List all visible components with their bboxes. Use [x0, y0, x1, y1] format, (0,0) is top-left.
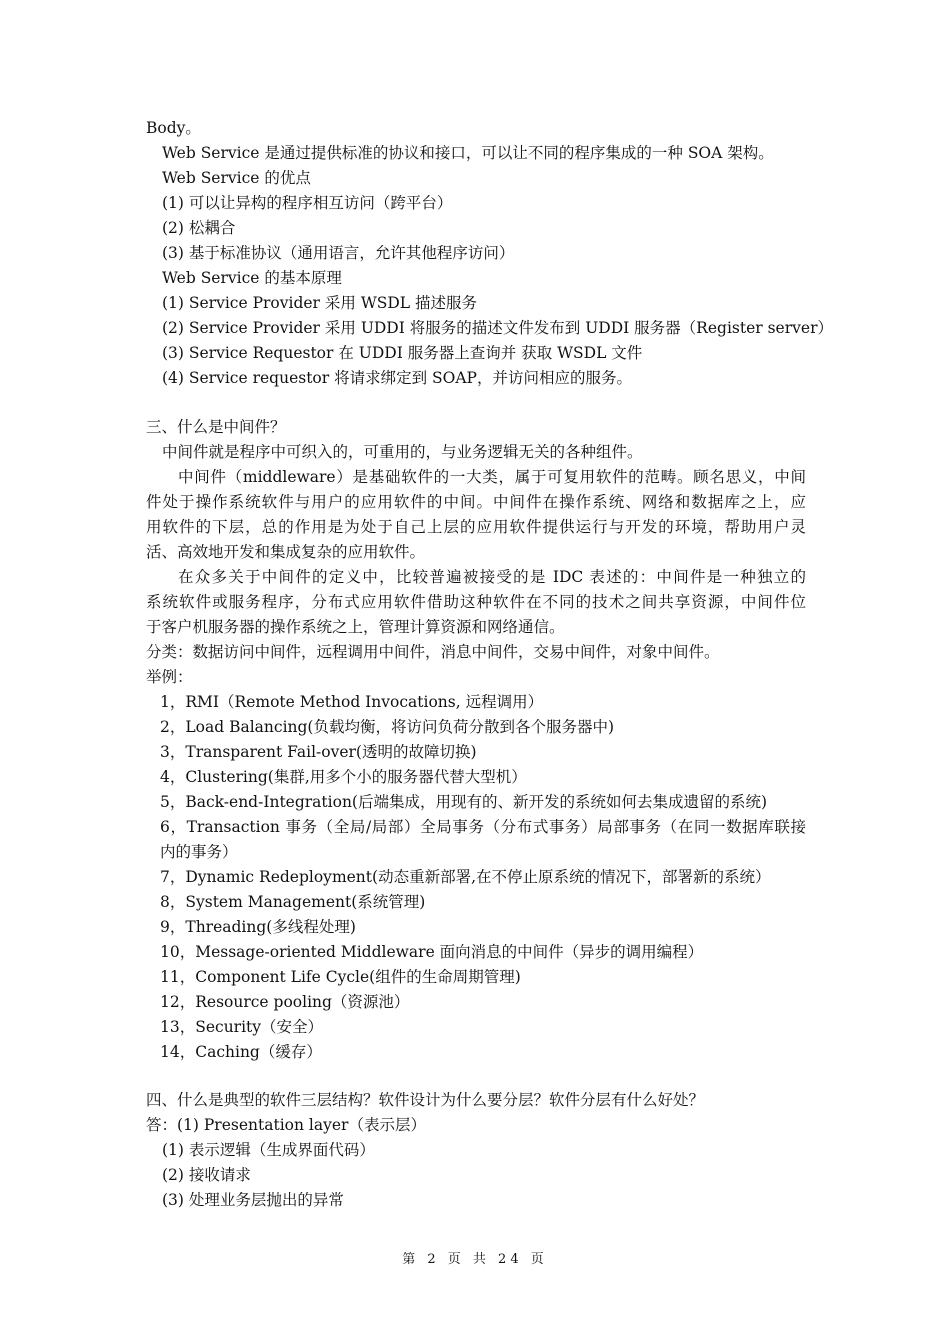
list-item: 9，Threading(多线程处理): [160, 918, 356, 936]
list-item: (3) 基于标准协议（通用语言，允许其他程序访问）: [162, 244, 515, 262]
text-line: 举例：: [146, 668, 193, 686]
list-item: 8，System Management(系统管理): [160, 893, 426, 911]
list-item: 3，Transparent Fail-over(透明的故障切换): [160, 743, 477, 761]
text-line: Web Service 是通过提供标准的协议和接口，可以让不同的程序集成的一种 SOA 架构。: [162, 144, 774, 162]
text-line: Web Service 的优点: [162, 169, 311, 187]
paragraph-line: 件处于操作系统软件与用户的应用软件的中间。中间件在操作系统、网络和数据库之上，应: [146, 493, 806, 511]
list-item: 5，Back-end-Integration(后端集成，用现有的、新开发的系统如何去集成遗留的系统): [160, 793, 768, 811]
text-line: Body。: [146, 119, 201, 137]
list-item: 6，Transaction 事务（全局/局部）全局事务（分布式事务）局部事务（在同一数据库联接: [160, 818, 806, 836]
list-item: (2) 接收请求: [162, 1166, 251, 1184]
list-item: (1) 可以让异构的程序相互访问（跨平台）: [162, 194, 453, 212]
list-item: 14，Caching（缓存）: [160, 1043, 322, 1061]
list-item: 2，Load Balancing(负载均衡，将访问负荷分散到各个服务器中): [160, 718, 615, 736]
text-line: 中间件就是程序中可织入的，可重用的，与业务逻辑无关的各种组件。: [162, 443, 643, 461]
paragraph-line: 活、高效地开发和集成复杂的应用软件。: [146, 543, 426, 561]
section-heading: 四、什么是典型的软件三层结构？软件设计为什么要分层？软件分层有什么好处？: [146, 1091, 705, 1109]
list-item: 10，Message-oriented Middleware 面向消息的中间件（异步的调用编程）: [160, 943, 704, 961]
paragraph-line: 用软件的下层，总的作用是为处于自己上层的应用软件提供运行与开发的环境，帮助用户灵: [146, 518, 806, 536]
list-item: 内的事务）: [160, 843, 238, 861]
list-item: (1) Service Provider 采用 WSDL 描述服务: [162, 294, 478, 312]
list-item: 13，Security（安全）: [160, 1018, 324, 1036]
list-item: (2) 松耦合: [162, 219, 236, 237]
page-footer: 第 2 页 共 24 页: [402, 1252, 548, 1267]
paragraph-line: 于客户机服务器的操作系统之上，管理计算资源和网络通信。: [146, 618, 565, 636]
text-line: 分类：数据访问中间件，远程调用中间件，消息中间件，交易中间件，对象中间件。: [146, 643, 720, 661]
list-item: (3) 处理业务层抛出的异常: [162, 1191, 344, 1209]
text-line: 答：(1) Presentation layer（表示层）: [146, 1116, 426, 1134]
list-item: 12，Resource pooling（资源池）: [160, 993, 410, 1011]
list-item: 11，Component Life Cycle(组件的生命周期管理): [160, 968, 521, 986]
list-item: 4，Clustering(集群,用多个小的服务器代替大型机）: [160, 768, 527, 786]
paragraph-line: 在众多关于中间件的定义中，比较普遍被接受的是 IDC 表述的：中间件是一种独立的: [178, 568, 806, 586]
list-item: (4) Service requestor 将请求绑定到 SOAP，并访问相应的服务。: [162, 369, 632, 387]
list-item: (2) Service Provider 采用 UDDI 将服务的描述文件发布到 UDDI 服务器（Register server）: [162, 319, 833, 337]
text-line: Web Service 的基本原理: [162, 269, 342, 287]
list-item: 1，RMI（Remote Method Invocations, 远程调用）: [160, 693, 544, 711]
section-heading: 三、什么是中间件？: [146, 418, 286, 436]
paragraph-line: 中间件（middleware）是基础软件的一大类，属于可复用软件的范畴。顾名思义，中间: [178, 468, 806, 486]
list-item: (1) 表示逻辑（生成界面代码）: [162, 1141, 375, 1159]
paragraph-line: 系统软件或服务程序，分布式应用软件借助这种软件在不同的技术之间共享资源，中间件位: [146, 593, 806, 611]
list-item: (3) Service Requestor 在 UDDI 服务器上查询并 获取 WSDL 文件: [162, 344, 643, 362]
list-item: 7，Dynamic Redeployment(动态重新部署,在不停止原系统的情况下，部署新的系统）: [160, 868, 771, 886]
